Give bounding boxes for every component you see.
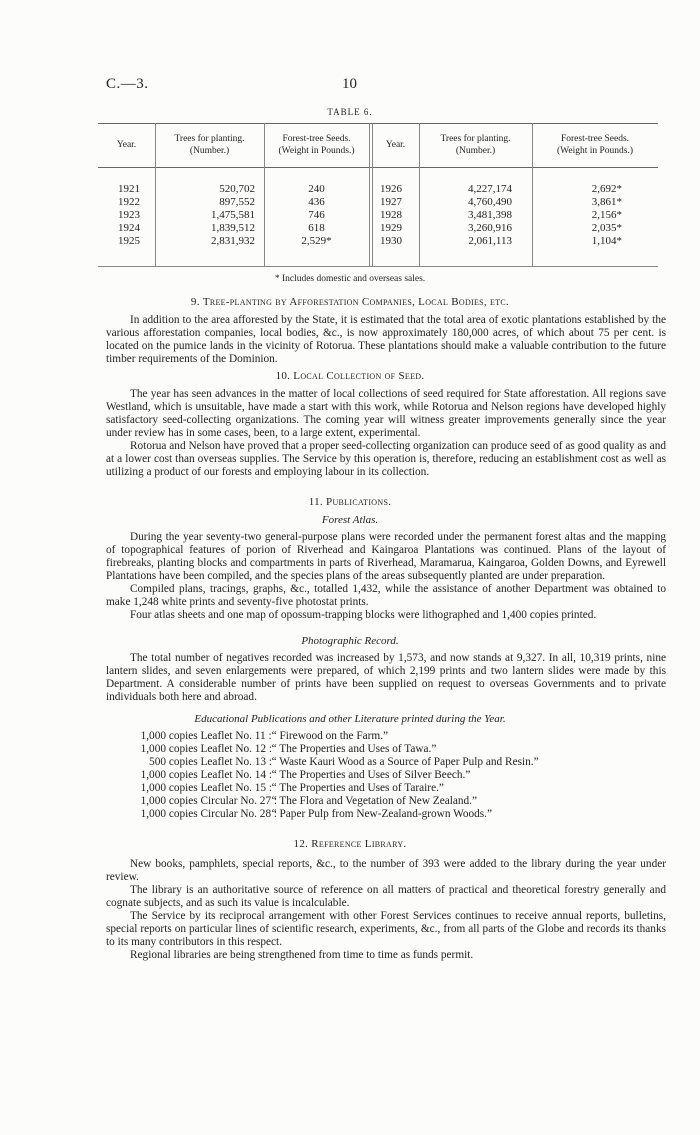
header-trees: Trees for planting. (Number.) — [174, 134, 245, 156]
publications-list — [130, 730, 670, 821]
table-cell-seeds: 746 — [308, 209, 325, 221]
table-cell-year: 1927 — [380, 196, 402, 208]
paragraph: During the year seventy-two general-purpose plans were recorded under the permanent forest altas and the mapping of topographical features of porion of Riverhead and Kaingaroa Plantations was continued. Plans of the layout of firebreaks, planting blocks and compartments in parts of Riverhead, Maramarua, Kaingaroa, Golden Downs, and Eyrewell Plantations have been compiled, and the species plans of the areas subsequently planted are under preparation. — [106, 531, 666, 582]
document-reference: C.—3. — [106, 76, 149, 92]
table-cell-seeds: 1,104* — [591, 235, 622, 247]
table-cell-seeds: 3,861* — [591, 196, 622, 208]
list-item: 1,000 copies Leaflet No. 11 : “ Firewood on the Farm.” — [140, 730, 389, 742]
table-cell-seeds: 436 — [308, 196, 325, 208]
table-cell-seeds: 2,692* — [591, 183, 622, 195]
subheading-photographic-record: Photographic Record. — [301, 635, 399, 647]
table-cell-year: 1921 — [118, 183, 140, 195]
paragraph: The total number of negatives recorded was increased by 1,573, and now stands at 9,327. In all, 10,319 prints, nine lantern slides, and seven enlargements were prepared, of which 2,199 prints and two lantern slides were made by this Department. A considerable number of prints have been supplied on request to overseas Governments and to private individuals both here and abroad. — [106, 652, 666, 703]
table-cell-year: 1930 — [380, 235, 402, 247]
table-cell-trees: 2,831,932 — [211, 235, 255, 247]
table-cell-year: 1923 — [118, 209, 140, 221]
table-cell-seeds: 240 — [308, 183, 325, 195]
table-cell-seeds: 2,529* — [301, 235, 332, 247]
list-item: 1,000 copies Leaflet No. 15 : “ The Properties and Uses of Taraire.” — [140, 782, 444, 794]
paragraph: Four atlas sheets and one map of opossum-trapping blocks were lithographed and 1,400 copies printed. — [130, 609, 597, 621]
table-cell-seeds: 2,156* — [591, 209, 622, 221]
table-cell-year: 1924 — [118, 222, 140, 234]
paragraph: The year has seen advances in the matter of local collections of seed required for State afforestation. All regions save Westland, which is unsuitable, have made a start with this work, while Rotorua and Nelson regions have developed highly satisfactory seed-collecting organizations. The coming year will witness greater improvements generally since the year under review has in some cases, been, to a large extent, experimental. — [106, 388, 666, 439]
list-item: 1,000 copies Circular No. 27 : “ The Flora and Vegetation of New Zealand.” — [140, 795, 478, 807]
table-cell-trees: 3,260,916 — [468, 222, 512, 234]
table-cell-trees: 4,227,174 — [468, 183, 512, 195]
table-cell-year: 1926 — [380, 183, 402, 195]
paragraph: Compiled plans, tracings, graphs, &c., totalled 1,432, while the assistance of another Department was obtained to make 1,248 white prints and seventy-five photostat prints. — [106, 583, 666, 608]
subheading-educational-publications: Educational Publications and other Literature printed during the Year. — [194, 713, 506, 725]
table-6 — [98, 123, 658, 268]
list-item: 1,000 copies Circular No. 28 : “ Paper Pulp from New-Zealand-grown Woods.” — [140, 808, 493, 820]
table-cell-trees: 3,481,398 — [468, 209, 512, 221]
subheading-forest-atlas: Forest Atlas. — [321, 514, 379, 526]
table-cell-trees: 1,839,512 — [211, 222, 255, 234]
paragraph: The library is an authoritative source of reference on all matters of practical and theoretical forestry generally and cognate subjects, and as such its value is incalculable. — [106, 884, 666, 909]
table-cell-year: 1929 — [380, 222, 402, 234]
section-heading-9: 9. Tree-planting by Afforestation Companies, Local Bodies, etc. — [190, 296, 510, 308]
table-cell-trees: 1,475,581 — [211, 209, 255, 221]
table-cell-seeds: 2,035* — [591, 222, 622, 234]
paragraph: New books, pamphlets, special reports, &c., to the number of 393 were added to the library during the year under review. — [106, 858, 666, 883]
table-bottom-rule — [98, 266, 658, 267]
table-cell-trees: 2,061,113 — [468, 235, 512, 247]
table-title: TABLE 6. — [327, 107, 373, 117]
header-seeds: Forest-tree Seeds. (Weight in Pounds.) — [556, 134, 634, 156]
table-col-divider — [369, 123, 370, 266]
table-cell-trees: 4,760,490 — [468, 196, 512, 208]
list-item: 500 copies Leaflet No. 13 : “ Waste Kauri Wood as a Source of Paper Pulp and Resin.” — [149, 756, 539, 768]
header-trees: Trees for planting. (Number.) — [440, 134, 511, 156]
table-footnote: * Includes domestic and overseas sales. — [274, 274, 426, 284]
section-heading-11: 11. Publications. — [308, 496, 392, 508]
table-cell-year: 1925 — [118, 235, 140, 247]
list-item: 1,000 copies Leaflet No. 14 : “ The Properties and Uses of Silver Beech.” — [140, 769, 471, 781]
paragraph: In addition to the area afforested by the State, it is estimated that the total area of exotic plantations established by the various afforestation companies, local bodies, &c., is now approximately 180,000 acres, of which about 75 per cent. is located on the pumice lands in the vicinity of Rotorua. These plantations should make a valuable contribution to the future timber requirements of the Dominion. — [106, 314, 666, 365]
table-cell-seeds: 618 — [308, 222, 325, 234]
header-year: Year. — [116, 140, 137, 150]
table-cell-year: 1928 — [380, 209, 402, 221]
paragraph: The Service by its reciprocal arrangement with other Forest Services continues to receive annual reports, bulletins, special reports on particular lines of scientific research, experiments, &c., from all parts of the Globe and records its thanks to its many contributors in this respect. — [106, 910, 666, 948]
table-cell-trees: 520,702 — [219, 183, 255, 195]
table-top-rule — [98, 123, 658, 124]
paragraph: Rotorua and Nelson have proved that a proper seed-collecting organization can produce seed of as good quality as and at a lower cost than overseas supplies. The Service by this operation is, therefore, reducing an establishment cost as well as utilizing a product of our forests and employing labour in its collection. — [106, 440, 666, 478]
table-cell-trees: 897,552 — [219, 196, 255, 208]
header-year: Year. — [385, 140, 406, 150]
paragraph: Regional libraries are being strengthened from time to time as funds permit. — [130, 949, 474, 961]
table-header-rule — [98, 167, 658, 168]
list-item: 1,000 copies Leaflet No. 12 : “ The Properties and Uses of Tawa.” — [140, 743, 437, 755]
section-heading-12: 12. Reference Library. — [293, 838, 407, 850]
table-cell-year: 1922 — [118, 196, 140, 208]
header-seeds: Forest-tree Seeds. (Weight in Pounds.) — [278, 134, 355, 156]
section-heading-10: 10. Local Collection of Seed. — [275, 370, 425, 382]
page-number: 10 — [342, 76, 357, 92]
